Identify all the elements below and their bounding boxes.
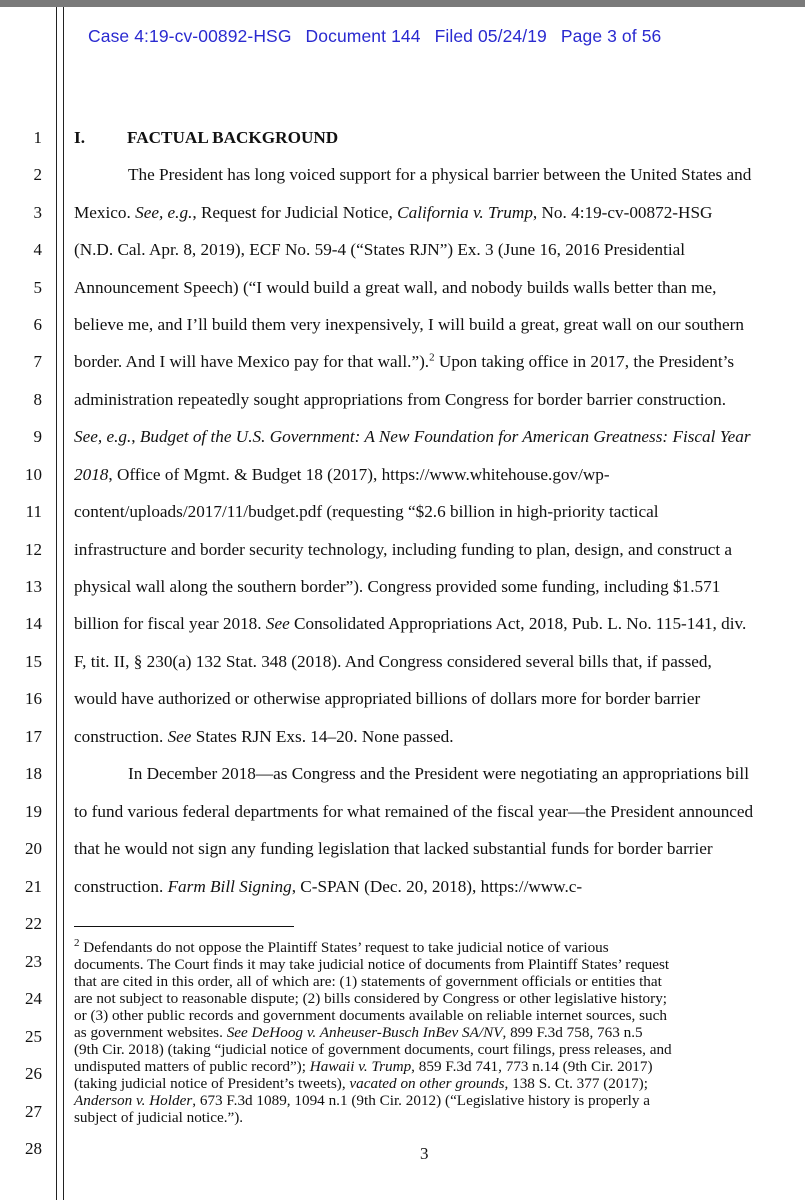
body-line: believe me, and I’ll build them very inexpensively, I will build a great, great wall on our southern xyxy=(74,315,744,334)
line-number: 17 xyxy=(25,727,42,746)
line-number: 21 xyxy=(25,877,42,896)
body-line: border. And I will have Mexico pay for that wall.”).$^2$ Upon taking office in 2017, the President’s xyxy=(74,351,735,371)
top-edge-bar xyxy=(0,0,805,7)
body-line: In December 2018—as Congress and the President were negotiating an appropriations bill xyxy=(128,764,749,783)
margin-rule-outer xyxy=(56,7,57,1200)
footnote-line: that are cited in this order, all of which are: (1) statements of government officials or entities that xyxy=(74,973,662,990)
body-line: content/uploads/2017/11/budget.pdf (requesting “$2.6 billion in high-priority tactical xyxy=(74,502,659,521)
line-number: 9 xyxy=(33,427,42,446)
footnote-line: (9th Cir. 2018) (taking “judicial notice of government documents, court filings, press releases, and xyxy=(74,1041,672,1058)
line-number: 15 xyxy=(25,652,42,671)
ecf-header xyxy=(88,26,675,47)
margin-rule-inner xyxy=(63,7,64,1200)
section-heading xyxy=(74,128,801,148)
footnote-line: (taking judicial notice of President’s tweets), vacated on other grounds, 138 S. Ct. 377 (2017); xyxy=(74,1075,648,1092)
line-number: 5 xyxy=(33,278,42,297)
footnote-reference[interactable]: 2 xyxy=(429,351,435,364)
body-line: billion for fiscal year 2018. See Consolidated Appropriations Act, 2018, Pub. L. No. 115-141, div. xyxy=(74,614,747,633)
body-line: administration repeatedly sought appropriations from Congress for border barrier construction. xyxy=(74,390,726,409)
document-number: Document 144 xyxy=(305,26,421,46)
line-number: 11 xyxy=(25,502,42,521)
line-number: 10 xyxy=(25,465,42,484)
line-number: 7 xyxy=(33,352,42,371)
footnote-marker: 2 xyxy=(74,936,80,949)
line-number: 12 xyxy=(25,540,42,559)
line-number: 22 xyxy=(25,914,42,933)
body-line: construction. See States RJN Exs. 14–20. None passed. xyxy=(74,727,454,746)
line-number: 13 xyxy=(25,577,42,596)
line-number: 18 xyxy=(25,764,42,783)
line-number: 4 xyxy=(33,240,42,259)
body-line: construction. Farm Bill Signing, C-SPAN (Dec. 20, 2018), https://www.c- xyxy=(74,877,583,896)
section-number: I. xyxy=(74,128,85,147)
footnote-line: $^2$ Defendants do not oppose the Plaintiff States’ request to take judicial notice of various xyxy=(74,936,609,956)
body-line: Announcement Speech) (“I would build a great wall, and nobody builds walls better than me, xyxy=(74,278,717,297)
line-number: 2 xyxy=(33,165,42,184)
line-number: 25 xyxy=(25,1027,42,1046)
body-line: 2018, Office of Mgmt. & Budget 18 (2017), https://www.whitehouse.gov/wp- xyxy=(74,465,610,484)
filed-date: Filed 05/24/19 xyxy=(434,26,547,46)
footnote-line: Anderson v. Holder, 673 F.3d 1089, 1094 n.1 (9th Cir. 2012) (“Legislative history is properly a xyxy=(74,1092,650,1109)
line-number: 16 xyxy=(25,689,42,708)
body-line: Mexico. See, e.g., Request for Judicial Notice, California v. Trump, No. 4:19-cv-00872-HSG xyxy=(74,203,713,222)
body-line: The President has long voiced support for a physical barrier between the United States and xyxy=(128,165,752,184)
line-number: 8 xyxy=(33,390,42,409)
line-number: 3 xyxy=(33,203,42,222)
body-line: infrastructure and border security technology, including funding to plan, design, and construct a xyxy=(74,540,733,559)
body-line: F, tit. II, § 230(a) 132 Stat. 348 (2018). And Congress considered several bills that, if passed, xyxy=(74,652,712,671)
body-line: that he would not sign any funding legislation that lacked substantial funds for border barrier xyxy=(74,839,713,858)
footnote-line: are not subject to reasonable dispute; (2) bills considered by Congress or other legislative history; xyxy=(74,990,668,1007)
line-number: 6 xyxy=(33,315,42,334)
footnote-line: subject of judicial notice.”). xyxy=(74,1109,244,1126)
footnote-line: documents. The Court finds it may take judicial notice of documents from Plaintiff States’ request xyxy=(74,956,670,973)
line-number: 23 xyxy=(25,952,42,971)
footnote-line: as government websites. See DeHoog v. Anheuser-Busch InBev SA/NV, 899 F.3d 758, 763 n.5 xyxy=(74,1024,643,1041)
body-line: See, e.g., Budget of the U.S. Government: A New Foundation for American Greatness: Fiscal Year xyxy=(74,427,751,446)
body-line: to fund various federal departments for what remained of the fiscal year—the President announced xyxy=(74,802,754,821)
body-line: (N.D. Cal. Apr. 8, 2019), ECF No. 59-4 (“States RJN”) Ex. 3 (June 16, 2016 Presidential xyxy=(74,240,686,259)
line-number: 14 xyxy=(25,614,42,633)
footnote-divider xyxy=(74,926,294,927)
line-number: 28 xyxy=(25,1139,42,1158)
line-number: 19 xyxy=(25,802,42,821)
line-number: 24 xyxy=(25,989,42,1008)
footnote-line: undisputed matters of public record”); Hawaii v. Trump, 859 F.3d 741, 773 n.14 (9th Cir. 2017) xyxy=(74,1058,653,1075)
line-number: 20 xyxy=(25,839,42,858)
page-number: 3 xyxy=(420,1144,429,1163)
body-line: physical wall along the southern border”). Congress provided some funding, including $1.571 xyxy=(74,577,721,596)
line-number: 1 xyxy=(33,128,42,147)
page-count: Page 3 of 56 xyxy=(560,26,662,46)
case-number: Case 4:19-cv-00892-HSG xyxy=(88,26,292,46)
line-number: 26 xyxy=(25,1064,42,1083)
body-line: would have authorized or otherwise appropriated billions of dollars more for border barrier xyxy=(74,689,701,708)
section-title: FACTUAL BACKGROUND xyxy=(127,128,339,147)
footnote-line: or (3) other public records and government documents available on reliable internet sources, such xyxy=(74,1007,667,1024)
line-number: 27 xyxy=(25,1102,42,1121)
